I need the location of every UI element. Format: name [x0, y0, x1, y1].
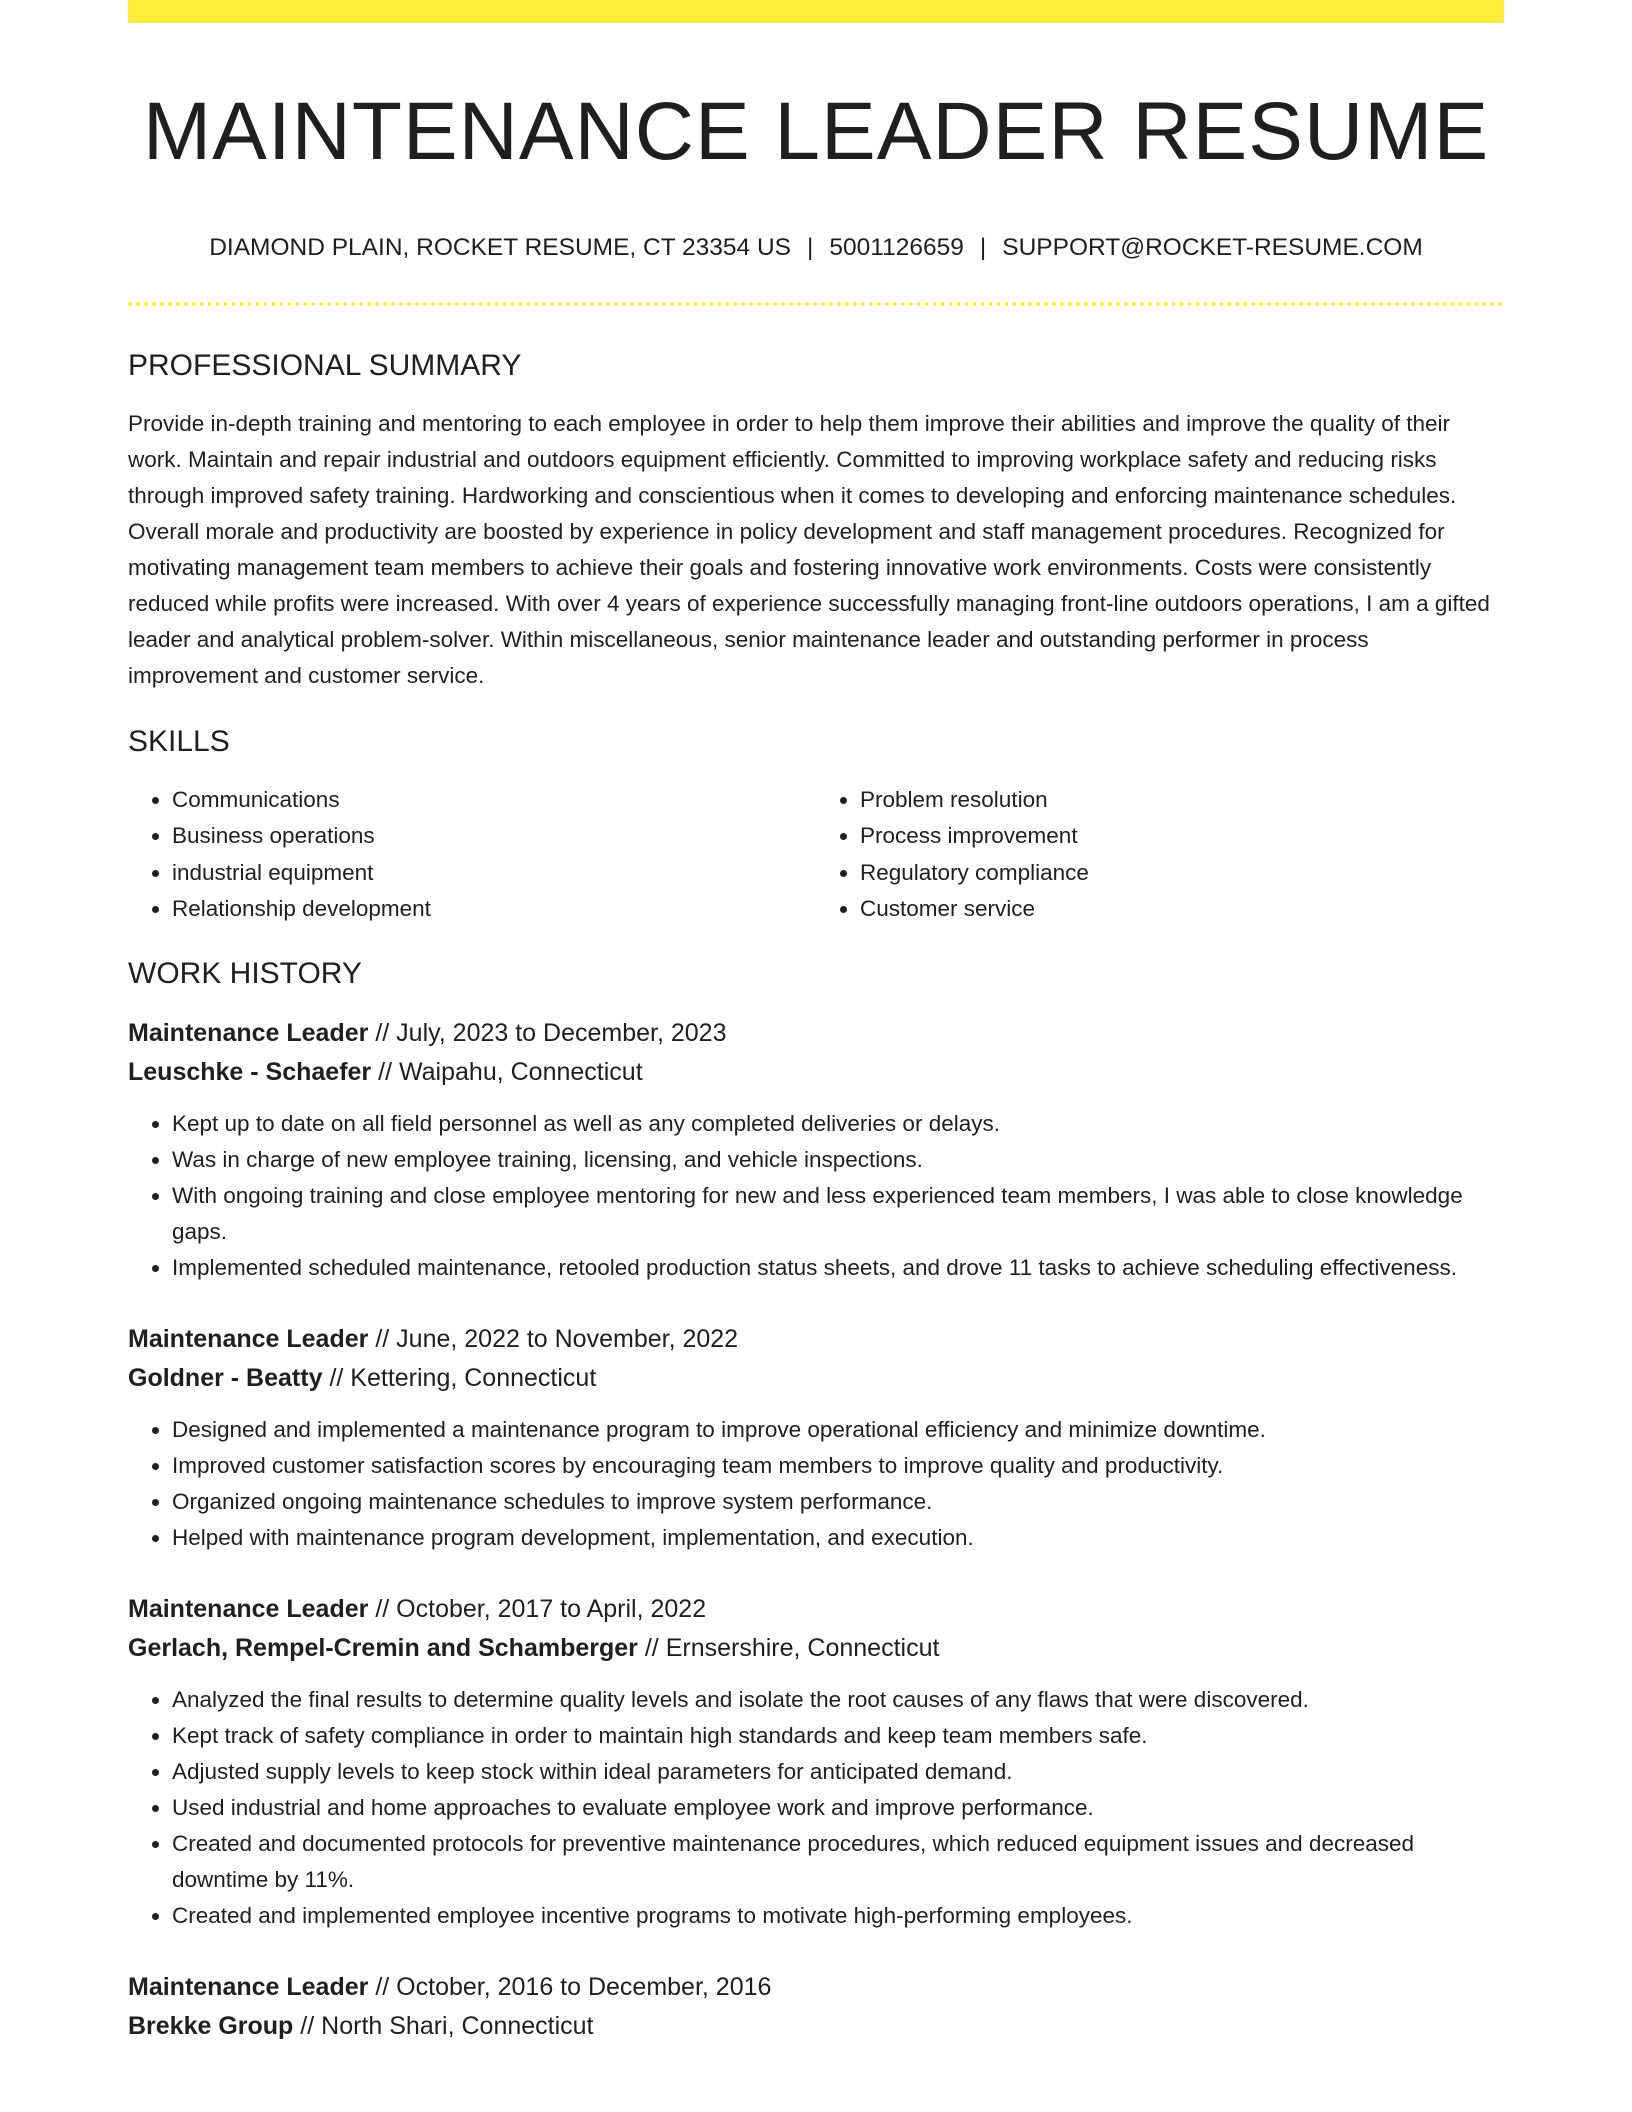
job-separator: // — [300, 2011, 315, 2040]
job-company: Brekke Group — [128, 2011, 294, 2040]
job-title-line — [128, 1014, 1504, 1053]
job-bullet: • Implemented scheduled maintenance, retooled production status sheets, and drove 11 tasks to achieve scheduling effectiveness. — [172, 1250, 1504, 1286]
job-company-line — [128, 2007, 1504, 2046]
job-title-line — [128, 1968, 1504, 2007]
job-bullet: • With ongoing training and close employee mentoring for new and less experienced team members, I was able to close knowledge gaps. — [172, 1178, 1504, 1250]
job-bullet: • Used industrial and home approaches to evaluate employee work and improve performance. — [172, 1790, 1504, 1826]
skills-list — [128, 782, 1504, 928]
job-bullet: • Improved customer satisfaction scores by encouraging team members to improve quality and productivity. — [172, 1448, 1504, 1484]
job-location: Ernsershire, Connecticut — [665, 1633, 940, 1662]
contact-email: SUPPORT@ROCKET-RESUME.COM — [1002, 234, 1423, 262]
job-entry — [128, 1014, 1504, 1286]
skills-column-right — [816, 782, 1504, 928]
contact-address: DIAMOND PLAIN, ROCKET RESUME, CT 23354 US — [209, 234, 792, 262]
job-company: Gerlach, Rempel-Cremin and Schamberger — [128, 1633, 638, 1662]
job-title: Maintenance Leader — [128, 1972, 369, 2001]
summary-heading: PROFESSIONAL SUMMARY — [128, 348, 522, 382]
work-history-heading: WORK HISTORY — [128, 956, 362, 990]
skill-item: • Process improvement — [860, 818, 1504, 855]
job-bullets — [128, 1682, 1504, 1934]
job-location: Waipahu, Connecticut — [398, 1057, 643, 1086]
job-separator: // — [378, 1057, 393, 1086]
job-separator: // — [375, 1324, 390, 1353]
job-separator: // — [329, 1363, 344, 1392]
job-bullet: • Organized ongoing maintenance schedules to improve system performance. — [172, 1484, 1504, 1520]
job-title-line — [128, 1320, 1504, 1359]
job-separator: // — [375, 1018, 390, 1047]
job-bullet: • Adjusted supply levels to keep stock within ideal parameters for anticipated demand. — [172, 1754, 1504, 1790]
contact-separator: | — [979, 234, 987, 262]
resume-title: MAINTENANCE LEADER RESUME — [142, 86, 1490, 177]
job-separator: // — [375, 1972, 390, 2001]
job-bullet: • Helped with maintenance program development, implementation, and execution. — [172, 1520, 1504, 1556]
skill-item: • Customer service — [860, 891, 1504, 928]
job-bullet: • Created and implemented employee incentive programs to motivate high-performing employees. — [172, 1898, 1504, 1934]
skills-heading: SKILLS — [128, 724, 230, 758]
job-title: Maintenance Leader — [128, 1324, 369, 1353]
job-company-line — [128, 1359, 1504, 1398]
job-entry — [128, 1590, 1504, 1934]
job-bullet: • Kept up to date on all field personnel as well as any completed deliveries or delays. — [172, 1106, 1504, 1142]
job-dates: October, 2017 to April, 2022 — [396, 1594, 707, 1623]
job-bullet: • Was in charge of new employee training, licensing, and vehicle inspections. — [172, 1142, 1504, 1178]
dotted-divider — [128, 302, 1504, 306]
job-bullet: • Designed and implemented a maintenance program to improve operational efficiency and minimize downtime. — [172, 1412, 1504, 1448]
job-title: Maintenance Leader — [128, 1018, 369, 1047]
accent-top-bar — [128, 0, 1504, 23]
skill-item: • Problem resolution — [860, 782, 1504, 819]
job-bullet: • Kept track of safety compliance in order to maintain high standards and keep team members safe. — [172, 1718, 1504, 1754]
skill-item: • Regulatory compliance — [860, 855, 1504, 892]
job-bullet: • Created and documented protocols for preventive maintenance procedures, which reduced equipment issues and decreased downtime by 11%. — [172, 1826, 1504, 1898]
contact-separator: | — [807, 234, 814, 262]
skill-item: • industrial equipment — [172, 855, 816, 892]
contact-phone: 5001126659 — [829, 234, 964, 262]
job-bullet: • Analyzed the final results to determine quality levels and isolate the root causes of any flaws that were discovered. — [172, 1682, 1504, 1718]
job-dates: July, 2023 to December, 2023 — [396, 1018, 727, 1047]
job-separator: // — [644, 1633, 659, 1662]
skills-column-left — [128, 782, 816, 928]
job-title: Maintenance Leader — [128, 1594, 369, 1623]
job-entry — [128, 1968, 1504, 2046]
skill-item: • Communications — [172, 782, 816, 819]
job-separator: // — [375, 1594, 390, 1623]
summary-text: Provide in-depth training and mentoring to each employee in order to help them improve their abilities and improve the quality of their work. Maintain and repair industrial and outdoors equipment efficiently. Committed to improving workplace safety and reducing risks through improved safety training. Hardworking and conscientious when it comes to developing and enforcing maintenance schedules. Overall morale and productivity are boosted by experience in policy development and staff management procedures. Recognized for motivating management team members to achieve their goals and fostering innovative work environments. Costs were consistently reduced while profits were increased. With over 4 years of experience successfully managing front-line outdoors operations, I am a gifted leader and analytical problem-solver. Within miscellaneous, senior maintenance leader and outstanding performer in process improvement and customer service. — [128, 410, 1490, 688]
job-location: Kettering, Connecticut — [350, 1363, 597, 1392]
job-entry — [128, 1320, 1504, 1556]
job-company-line — [128, 1053, 1504, 1092]
contact-line — [128, 233, 1504, 262]
job-bullets — [128, 1412, 1504, 1556]
skill-item: • Business operations — [172, 818, 816, 855]
job-dates: June, 2022 to November, 2022 — [396, 1324, 739, 1353]
job-company: Goldner - Beatty — [128, 1363, 323, 1392]
job-company-line — [128, 1629, 1504, 1668]
job-title-line — [128, 1590, 1504, 1629]
job-bullets — [128, 1106, 1504, 1286]
job-dates: October, 2016 to December, 2016 — [396, 1972, 772, 2001]
job-location: North Shari, Connecticut — [321, 2011, 594, 2040]
skill-item: • Relationship development — [172, 891, 816, 928]
job-company: Leuschke - Schaefer — [128, 1057, 372, 1086]
resume-page — [128, 0, 1504, 2046]
